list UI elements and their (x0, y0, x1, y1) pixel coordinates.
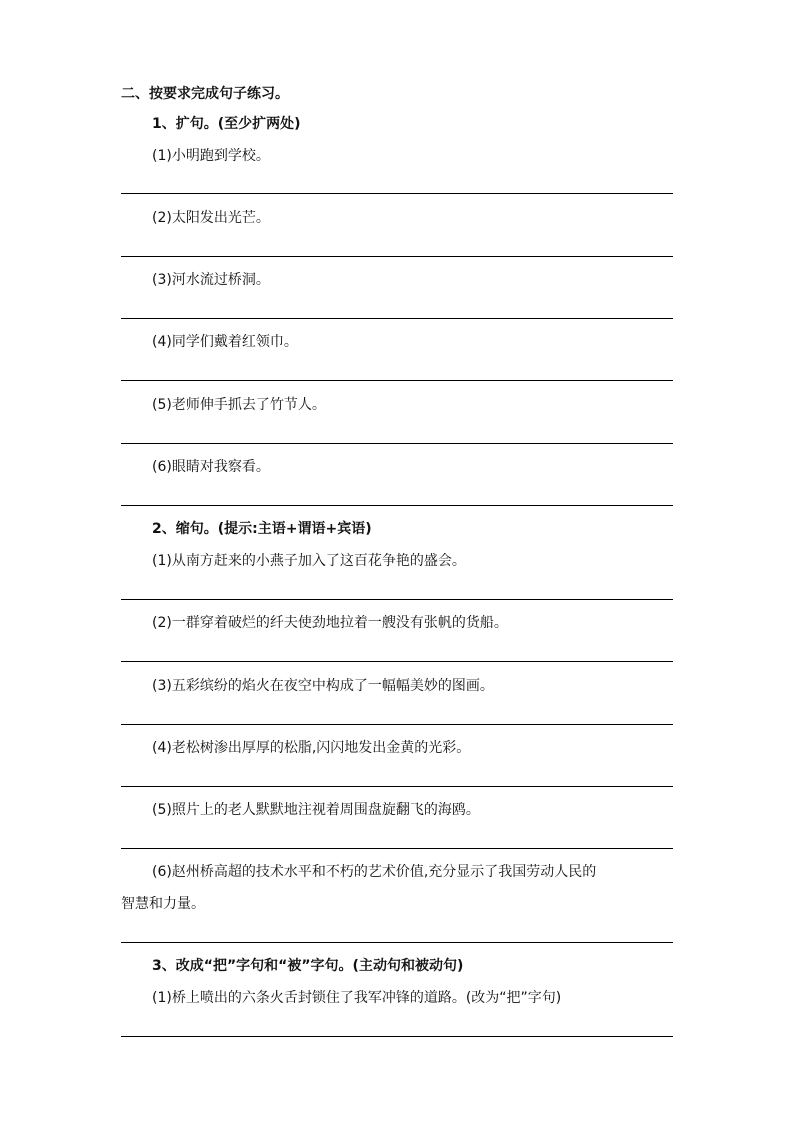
answer-line-1-5[interactable] (121, 443, 673, 444)
exercise-1-4-prompt: (4)同学们戴着红领巾。 (152, 334, 298, 350)
exercise-1-3-prompt: (3)河水流过桥洞。 (152, 272, 270, 288)
part-1-heading: 1、扩句。(至少扩两处) (152, 116, 301, 132)
answer-line-2-1[interactable] (121, 599, 673, 600)
answer-line-2-4[interactable] (121, 786, 673, 787)
exercise-3-1-prompt: (1)桥上喷出的六条火舌封锁住了我军冲锋的道路。(改为“把”字句) (152, 990, 562, 1006)
answer-line-1-3[interactable] (121, 318, 673, 319)
exercise-1-2-prompt: (2)太阳发出光芒。 (152, 210, 270, 226)
answer-line-2-2[interactable] (121, 661, 673, 662)
exercise-1-6-prompt: (6)眼睛对我察看。 (152, 459, 270, 475)
answer-line-1-4[interactable] (121, 380, 673, 381)
exercise-2-5-prompt: (5)照片上的老人默默地注视着周围盘旋翻飞的海鸥。 (152, 802, 480, 818)
exercise-2-4-prompt: (4)老松树渗出厚厚的松脂,闪闪地发出金黄的光彩。 (152, 740, 471, 756)
part-3-heading: 3、改成“把”字句和“被”字句。(主动句和被动句) (152, 958, 464, 974)
answer-line-2-6[interactable] (121, 942, 673, 943)
answer-line-1-2[interactable] (121, 256, 673, 257)
part-2-heading: 2、缩句。(提示:主语+谓语+宾语) (152, 521, 372, 537)
section-title: 二、按要求完成句子练习。 (121, 86, 289, 102)
answer-line-1-6[interactable] (121, 505, 673, 506)
answer-line-2-5[interactable] (121, 848, 673, 849)
answer-line-1-1[interactable] (121, 193, 673, 194)
exercise-2-6-prompt-continuation: 智慧和力量。 (121, 896, 205, 912)
exercise-1-1-prompt: (1)小明跑到学校。 (152, 148, 270, 164)
exercise-1-5-prompt: (5)老师伸手抓去了竹节人。 (152, 397, 326, 413)
answer-line-3-1[interactable] (121, 1036, 673, 1037)
exercise-2-6-prompt: (6)赵州桥高超的技术水平和不朽的艺术价值,充分显示了我国劳动人民的 (152, 864, 597, 880)
exercise-2-1-prompt: (1)从南方赶来的小燕子加入了这百花争艳的盛会。 (152, 553, 466, 569)
exercise-2-3-prompt: (3)五彩缤纷的焰火在夜空中构成了一幅幅美妙的图画。 (152, 678, 494, 694)
exercise-2-2-prompt: (2)一群穿着破烂的纤夫使劲地拉着一艘没有张帆的货船。 (152, 615, 508, 631)
answer-line-2-3[interactable] (121, 724, 673, 725)
